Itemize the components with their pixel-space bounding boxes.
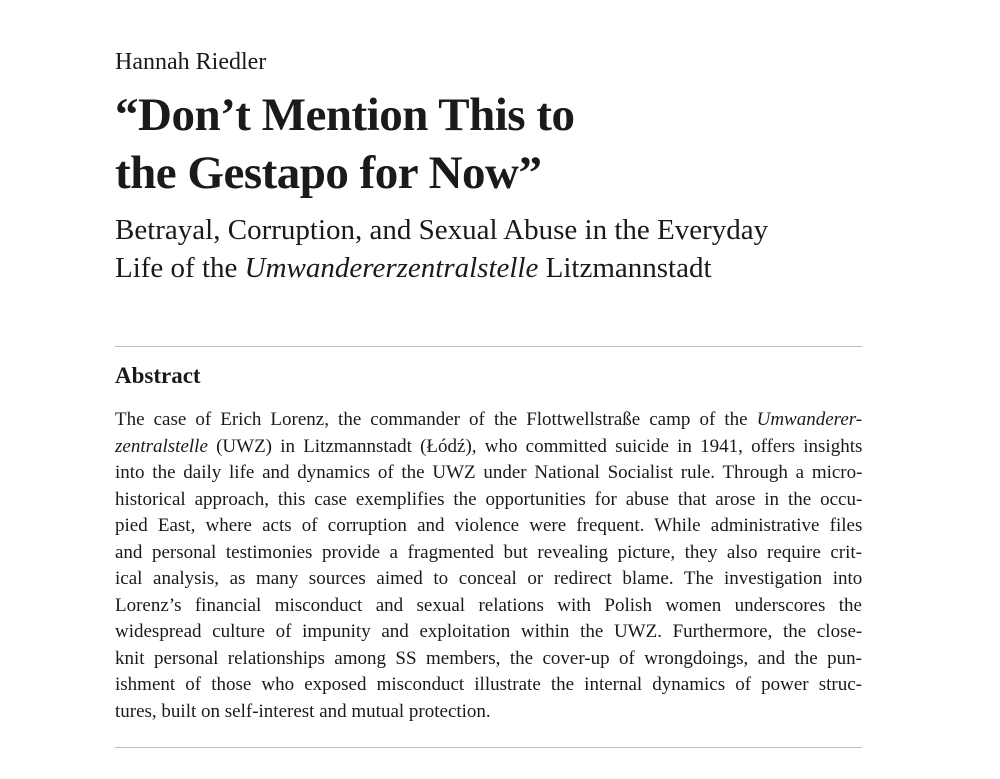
paper-subtitle (115, 211, 862, 287)
subtitle-line-2-start: Life of the (115, 252, 245, 284)
abstract-line (115, 672, 862, 699)
title-line-1: “Don’t Mention This to (115, 89, 575, 141)
subtitle-line-2-end: Litzmannstadt (538, 252, 712, 284)
abstract-line (115, 699, 862, 726)
abstract-line (115, 619, 862, 646)
subtitle-line-2 (115, 249, 862, 287)
abstract-line-text: pied East, where acts of corruption and violence were frequent. While administrative files (115, 515, 863, 536)
abstract-line-text: knit personal relationships among SS members, the cover-up of wrongdoings, and the pun- (115, 647, 862, 669)
abstract-line (115, 646, 862, 673)
abstract-line-text: historical approach, this case exemplifies the opportunities for abuse that arose in the occu- (115, 488, 863, 510)
abstract-line-text: into the daily life and dynamics of the UWZ under National Socialist rule. Through a micro- (115, 462, 863, 483)
abstract-line (115, 513, 862, 540)
subtitle-institution-italic: Umwandererzentralstelle (244, 252, 539, 284)
paper-title (115, 86, 862, 202)
abstract-heading: Abstract (115, 363, 201, 388)
abstract-line (115, 460, 862, 487)
abstract-line-text-end: (UWZ) in Litzmannstadt (Łódź), who committed suicide in 1941, offers insights (207, 435, 863, 457)
abstract-line-text: ical analysis, as many sources aimed to conceal or redirect blame. The investigation into (115, 568, 863, 589)
author-name: Hannah Riedler (115, 49, 267, 75)
abstract-top-divider (115, 346, 862, 347)
abstract-line-text: widespread culture of impunity and exploitation within the UWZ. Furthermore, the close- (115, 621, 863, 642)
title-line-2: the Gestapo for Now” (115, 147, 542, 199)
abstract-line-text: and personal testimonies provide a fragmented but revealing picture, they also require crit- (115, 541, 862, 563)
abstract-line-text: Lorenz’s financial misconduct and sexual relations with Polish women underscores the (115, 594, 862, 616)
abstract-bottom-divider (115, 747, 862, 748)
abstract-line (115, 593, 862, 620)
abstract-line-text: The case of Erich Lorenz, the commander of the Flottwellstraße camp of the (115, 409, 757, 430)
subtitle-line-1: Betrayal, Corruption, and Sexual Abuse in the Everyday (115, 214, 769, 246)
abstract-line (115, 487, 862, 514)
abstract-line (115, 434, 862, 461)
abstract-line (115, 540, 862, 567)
abstract-italic-term: Umwanderer- (756, 409, 863, 430)
abstract-line (115, 407, 862, 434)
abstract-line-text: tures, built on self-interest and mutual protection. (115, 700, 491, 722)
abstract-italic-term: zentralstelle (115, 435, 208, 457)
abstract-line (115, 566, 862, 593)
abstract-body (115, 407, 862, 725)
abstract-line-text: ishment of those who exposed misconduct illustrate the internal dynamics of power struc- (115, 674, 862, 695)
